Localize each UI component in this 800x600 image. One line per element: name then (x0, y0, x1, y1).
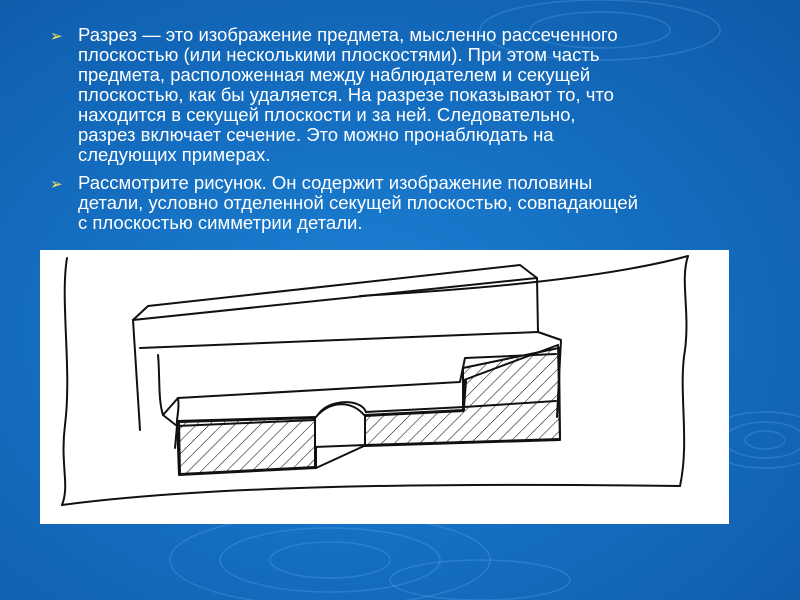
break-line-outline (62, 258, 67, 505)
top-rail-front (133, 320, 140, 430)
bullet-text-1: Разрез — это изображение предмета, мысленно рассеченного плоскостью (или несколькими плоскостями). При этом часть предмета, расположенная между наблюдателем и секущей плоскостью, как бы удаляется. На разрезе показывают то, что находится в секущей плоскости и за ней. Следовательно, разрез включает сечение. Это можно пронаблюдать на следующих примерах. (78, 24, 618, 165)
half-part-section-drawing (40, 250, 729, 524)
arrowhead-bullet-icon: ➢ (50, 27, 63, 45)
bullet-item-1 (50, 25, 760, 165)
section-drawing-figure (40, 250, 729, 524)
bullet-text-2: Рассмотрите рисунок. Он содержит изображение половины детали, условно отделенной секущей плоскостью, совпадающей с плоскостью симметрии детали. (78, 172, 638, 233)
hatched-section-right (365, 348, 560, 445)
bullet-item-2 (50, 173, 760, 233)
arrowhead-bullet-icon: ➢ (50, 175, 63, 193)
hole-cut (315, 404, 365, 447)
hatched-section-left (179, 418, 315, 474)
slide-text-block (50, 25, 760, 241)
